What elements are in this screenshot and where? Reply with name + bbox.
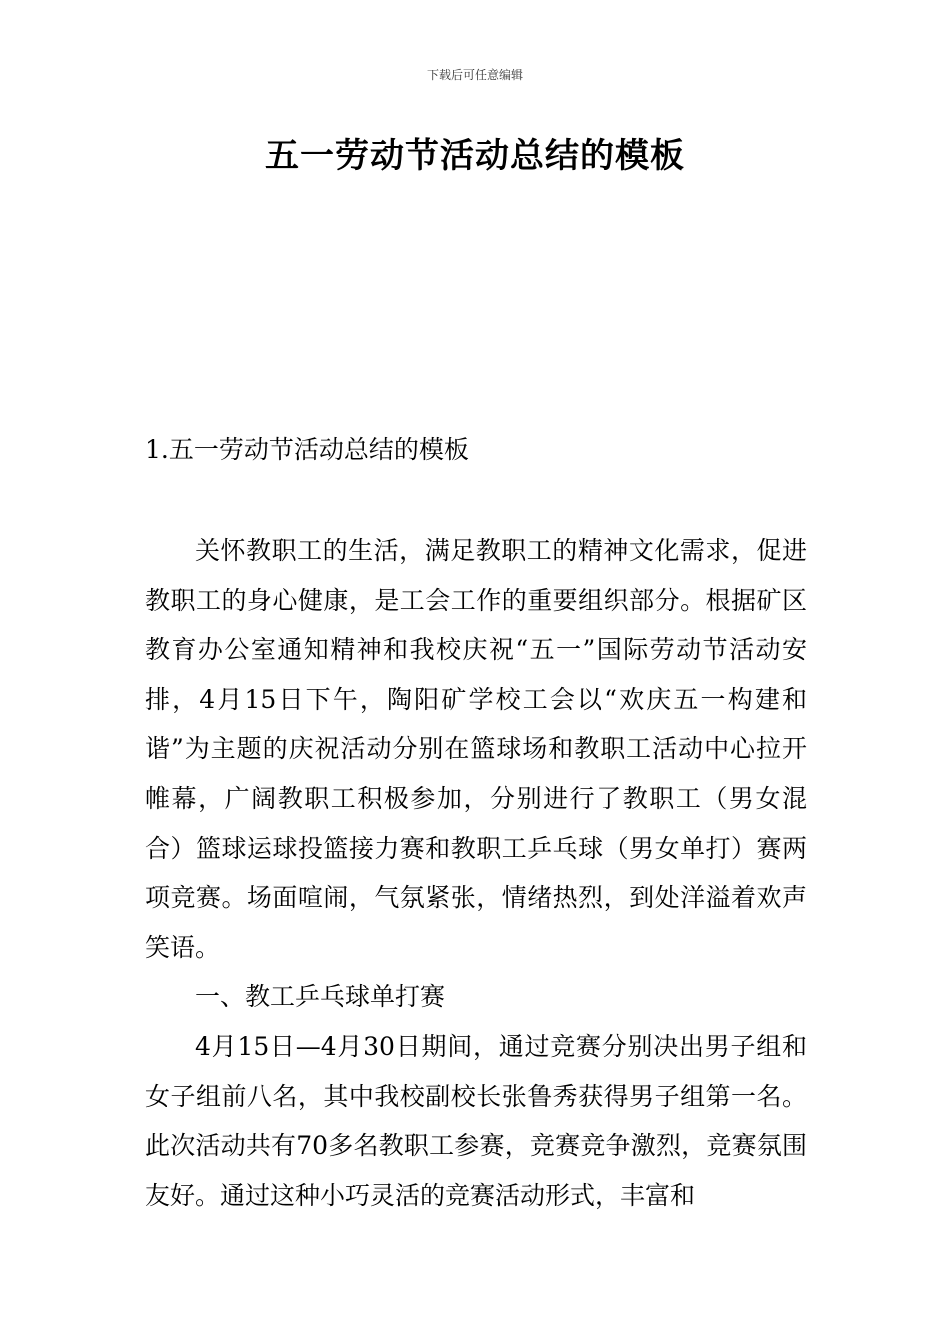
paragraph-subheading: 一、教工乒乓球单打赛 [195, 982, 446, 1012]
body-text [145, 526, 807, 1220]
paragraph-pingpong: 4月15日—4月30日期间，通过竞赛分别决出男子组和女子组前八名，其中我校副校长张鲁秀获得男子组第一名。此次活动共有70多名教职工参赛，竞赛竞争激烈，竞赛氛围友好。通过这种小巧灵活的竞赛活动形式，丰富和 [145, 1031, 807, 1210]
paragraph-intro: 关怀教职工的生活，满足教职工的精神文化需求，促进教职工的身心健康，是工会工作的重要组织部分。根据矿区教育办公室通知精神和我校庆祝“五一”国际劳动节活动安排，4月15日下午，陶阳矿学校工会以“欢庆五一构建和谐”为主题的庆祝活动分别在篮球场和教职工活动中心拉开帷幕，广阔教职工积极参加，分别进行了教职工（男女混合）篮球运球投篮接力赛和教职工乒乓球（男女单打）赛两项竞赛。场面喧闹，气氛紧张，情绪热烈，到处洋溢着欢声笑语。 [145, 536, 807, 962]
document-title: 五一劳动节活动总结的模板 [265, 136, 685, 176]
section-heading: 1.五一劳动节活动总结的模板 [145, 435, 469, 464]
header-note: 下载后可任意编辑 [426, 68, 523, 82]
